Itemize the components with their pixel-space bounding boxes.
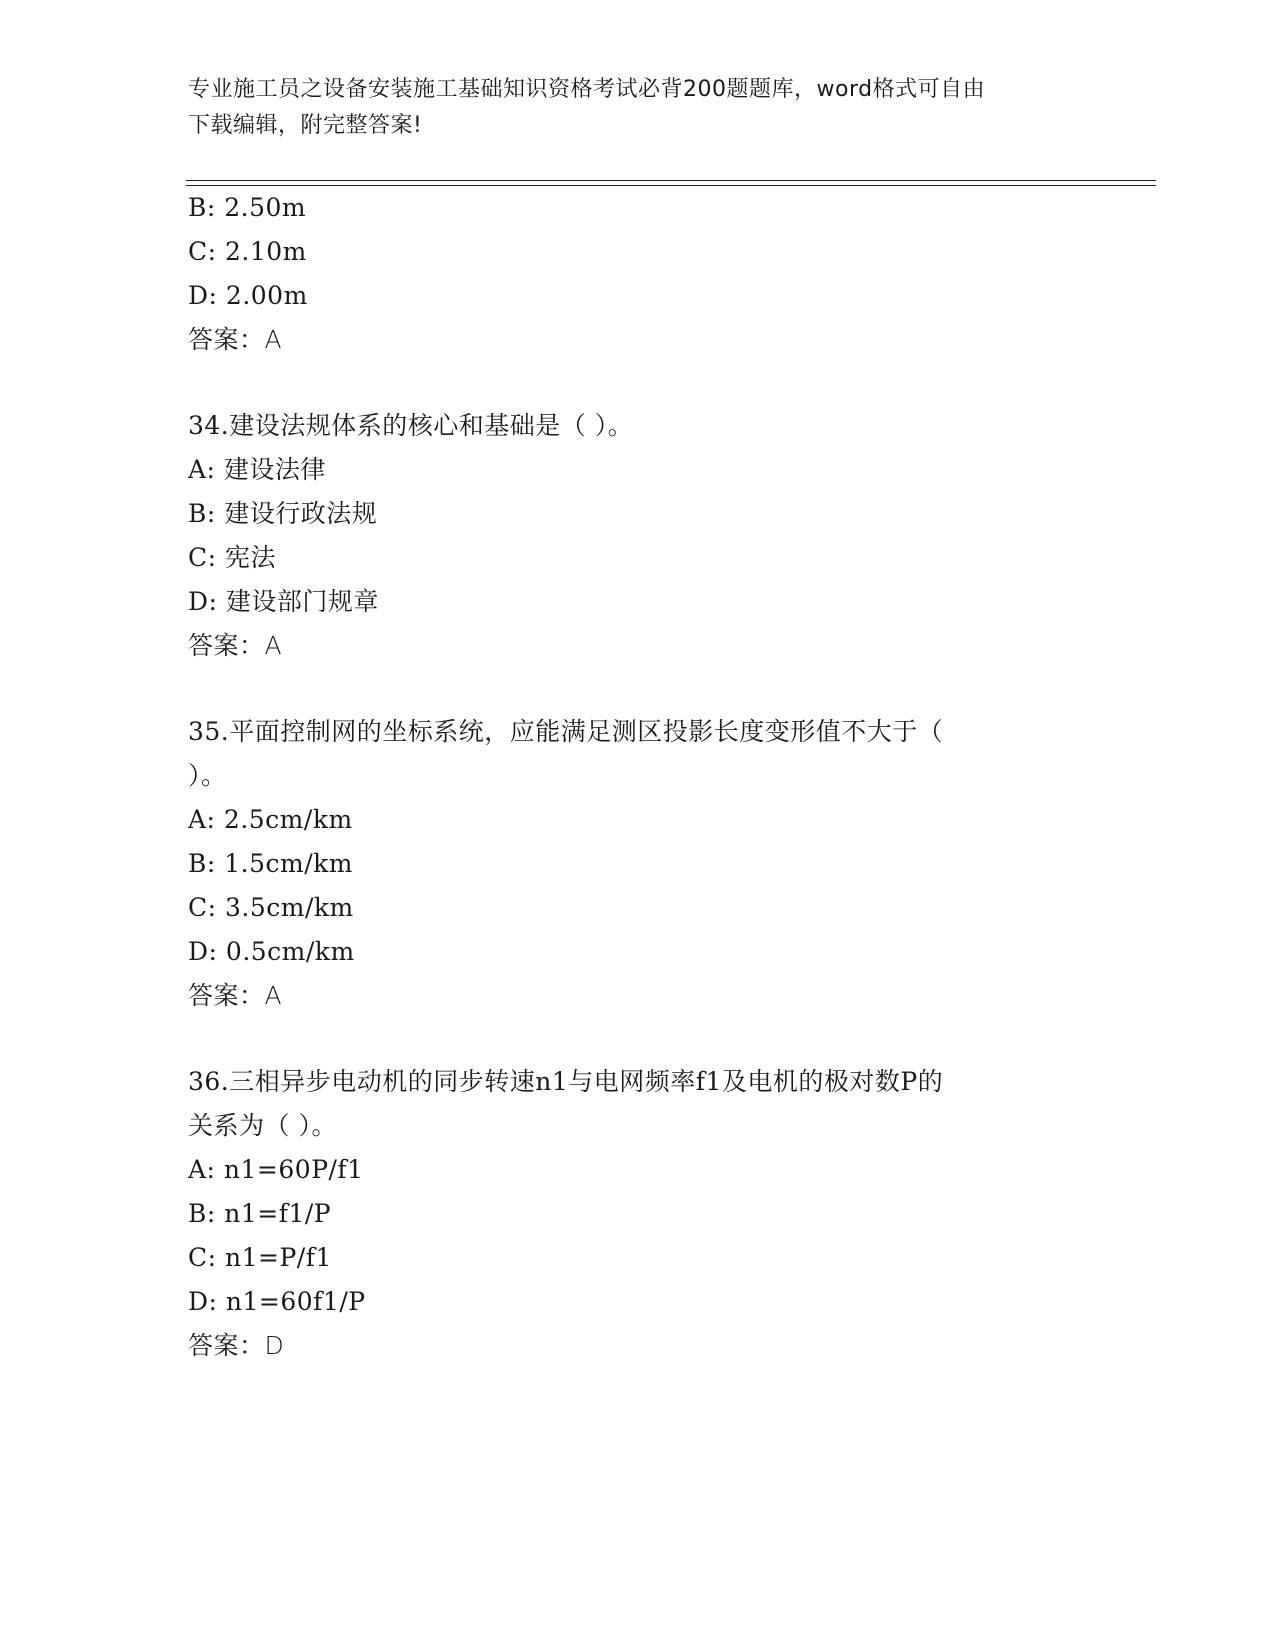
option-b: B: 建设行政法规 [188, 499, 378, 528]
question-stem: 36.三相异步电动机的同步转速n1与电网频率f1及电机的极对数P的 [188, 1067, 944, 1096]
option-c: C: 2.10m [188, 237, 307, 266]
option-b: B: n1=f1/P [188, 1199, 332, 1228]
answer-line: 答案：A [188, 631, 283, 660]
header-divider-bottom [186, 185, 1156, 186]
option-a: A: 2.5cm/km [188, 805, 353, 834]
option-a: A: n1=60P/f1 [188, 1155, 364, 1184]
option-d: D: 2.00m [188, 281, 308, 310]
option-b: B: 1.5cm/km [188, 849, 353, 878]
question-stem: 35.平面控制网的坐标系统，应能满足测区投影长度变形值不大于（ [188, 717, 944, 746]
option-a: A: 建设法律 [188, 455, 326, 484]
option-b: B: 2.50m [188, 193, 307, 222]
question-stem-continued: 关系为（ ）。 [188, 1111, 337, 1140]
question-stem-continued: ）。 [188, 761, 227, 790]
answer-line: 答案：A [188, 325, 283, 354]
answer-line: 答案：A [188, 981, 283, 1010]
option-c: C: 3.5cm/km [188, 893, 354, 922]
header-line-2: 下载编辑，附完整答案! [188, 113, 423, 138]
question-stem: 34.建设法规体系的核心和基础是（ ）。 [188, 411, 634, 440]
option-d: D: n1=60f1/P [188, 1287, 366, 1316]
header-line-1: 专业施工员之设备安装施工基础知识资格考试必背200题题库，word格式可自由 [188, 77, 986, 102]
option-d: D: 0.5cm/km [188, 937, 355, 966]
document-header [188, 72, 1088, 144]
option-c: C: n1=P/f1 [188, 1243, 332, 1272]
option-c: C: 宪法 [188, 543, 276, 572]
option-d: D: 建设部门规章 [188, 587, 379, 616]
answer-line: 答案：D [188, 1331, 285, 1360]
header-divider-top [186, 180, 1156, 181]
